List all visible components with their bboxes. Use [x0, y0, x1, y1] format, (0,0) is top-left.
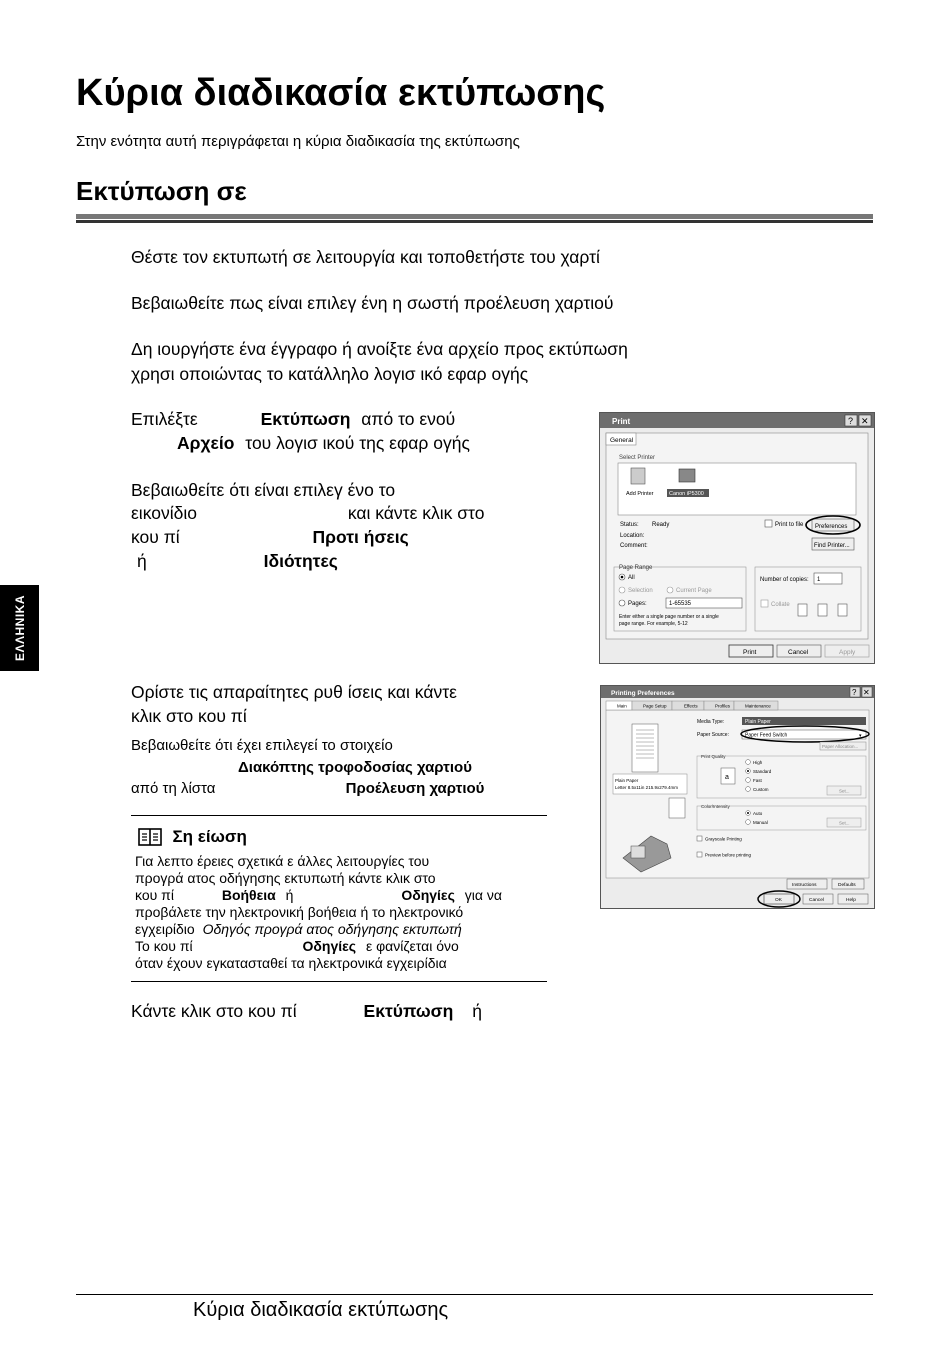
status-label: Status:	[620, 522, 639, 528]
radio-all-dot	[621, 576, 624, 579]
step-6-line-2: κλικ στο κου πί	[131, 706, 247, 726]
radio-manual-label: Manual	[753, 820, 768, 825]
step-5-line-1: Βεβαιωθείτε ότι είναι επιλεγ ένο το	[131, 480, 396, 500]
select-printer-label: Select Printer	[619, 455, 656, 461]
media-type-label: Media Type:	[697, 719, 725, 725]
radio-current-page[interactable]	[667, 587, 673, 593]
section-title: Εκτύπωση σε	[76, 176, 247, 206]
close-icon-glyph: ✕	[863, 688, 870, 697]
quality-set-label: Set...	[839, 788, 850, 794]
tab-main-label: Main	[617, 703, 627, 709]
step-4-text: του λογισ ικού της εφαρ ογής	[245, 433, 470, 453]
menu-print-term: Εκτύπωση	[260, 409, 351, 429]
tab-page-setup-label: Page Setup	[643, 703, 667, 709]
tab-maintenance-label: Maintenance	[745, 703, 771, 709]
preview-info-box	[613, 774, 687, 794]
radio-selection-label: Selection	[628, 588, 653, 594]
location-label: Location:	[620, 533, 645, 539]
step-6-line-1: Ορίστε τις απαραίτητες ρυθ ίσεις και κάντε	[131, 682, 457, 702]
pages-hint-line-2: page range. For example, 5-12	[619, 621, 688, 627]
print-to-file-label: Print to file	[775, 522, 804, 528]
apply-button-label: Apply	[839, 649, 856, 656]
step-4-text: Επιλέξτε	[131, 409, 198, 429]
print-quality-label: Print Quality	[701, 754, 726, 759]
grayscale-label: Grayscale Printing	[705, 836, 742, 842]
page-title: Κύρια διαδικασία εκτύπωσης	[76, 72, 606, 114]
menu-file-term: Αρχείο	[177, 433, 235, 453]
paper-feed-switch-term: Διακόπτης τροφοδοσίας χαρτιού	[238, 759, 472, 776]
tab-effects-label: Effects	[684, 703, 698, 709]
status-value: Ready	[652, 522, 670, 528]
paper-source-value: Paper Feed Switch	[745, 732, 788, 739]
paper-source-label: Paper Source:	[697, 732, 729, 738]
step-7	[131, 1000, 482, 1023]
note-text: για να	[464, 887, 502, 903]
print-button-label: Print	[743, 649, 757, 656]
preview-before-label: Preview before printing	[705, 852, 752, 858]
step-6-text: από τη λίστα	[131, 780, 216, 797]
radio-auto-label: Auto	[753, 811, 763, 816]
preview-paper-size: Letter 8.5x11in 215.9x279.4mm	[615, 785, 678, 790]
pages-input-value: 1-65535	[669, 601, 692, 607]
note-line-1: Για λεπτο έρειες σχετικά ε άλλες λειτουργίες του	[135, 853, 430, 869]
book-icon	[138, 828, 162, 846]
section-rule	[76, 214, 873, 219]
grayscale-checkbox[interactable]	[697, 836, 702, 841]
collate-checkbox[interactable]	[761, 600, 768, 607]
radio-custom-label: Custom	[753, 787, 769, 792]
step-3-line-1: Δη ιουργήστε ένα έγγραφο ή ανοίξτε ένα αρχείο προς εκτύπωση	[131, 339, 628, 359]
step-4-text: από το ενού	[361, 409, 456, 429]
page-range-label: Page Range	[619, 565, 653, 571]
quality-icon-glyph: a	[725, 774, 729, 781]
step-4-line-2	[177, 432, 470, 455]
step-5-text: κου πί	[131, 527, 180, 547]
radio-manual[interactable]	[746, 820, 751, 825]
tab-profiles-label: Profiles	[715, 703, 731, 709]
radio-fast-label: Fast	[753, 778, 762, 783]
footer-rule	[76, 1294, 873, 1295]
note-text: Το κου πί	[135, 938, 193, 954]
driver-guide-title: Οδηγός προγρά ατος οδήγησης εκτυπωτή	[202, 921, 462, 937]
printer-list[interactable]	[618, 463, 856, 515]
print-dialog-screenshot	[599, 412, 875, 664]
note-line-7: όταν έχουν εγκατασταθεί τα ηλεκτρονικά εγχειρίδια	[135, 955, 447, 971]
add-printer-icon[interactable]	[631, 468, 645, 484]
note-text: εγχειρίδιο	[135, 921, 195, 937]
radio-all-label: All	[628, 575, 635, 581]
ok-button-label: OK	[775, 898, 782, 903]
cancel-button-label: Cancel	[809, 898, 824, 903]
radio-pages-label: Pages:	[628, 601, 647, 607]
radio-custom[interactable]	[746, 787, 751, 792]
step-7-text: ή	[472, 1001, 482, 1021]
step-5-text: ή	[137, 551, 147, 571]
step-1: Θέστε τον εκτυπωτή σε λειτουργία και τοποθετήστε του χαρτί	[131, 247, 600, 267]
step-5-line-4	[137, 550, 338, 573]
radio-current-page-label: Current Page	[676, 588, 712, 594]
paper-tray-icon	[631, 846, 645, 858]
paper-preview	[632, 724, 658, 772]
print-term: Εκτύπωση	[363, 1001, 454, 1021]
add-printer-label: Add Printer	[626, 491, 654, 497]
comment-label: Comment:	[620, 543, 648, 549]
color-set-label: Set...	[839, 820, 850, 826]
step-2: Βεβαιωθείτε πως είναι επιλεγ ένη η σωστή προέλευση χαρτιού	[131, 293, 614, 313]
instructions-button-label: Instructions	[792, 883, 817, 888]
step-7-text: Κάντε κλικ στο κου πί	[131, 1001, 297, 1021]
preferences-button-label: Preferences	[815, 524, 848, 530]
radio-standard-dot	[747, 770, 749, 772]
preview-paper-type: Plain Paper	[615, 778, 639, 783]
language-tab-label: ΕΛΛΗΝΙΚΑ	[12, 594, 27, 662]
defaults-button-label: Defaults	[838, 883, 856, 888]
note-line-2: προγρά ατος οδήγησης εκτυπωτή κάντε κλικ στο	[135, 870, 436, 886]
help-term: Βοήθεια	[221, 887, 276, 903]
collate-label: Collate	[771, 602, 790, 608]
note-text: ή	[285, 887, 294, 903]
help-icon-glyph: ?	[852, 688, 857, 697]
radio-auto-dot	[747, 812, 749, 814]
step-6-note-line-3	[131, 778, 484, 799]
paper-allocation-label: Paper Allocation...	[822, 744, 859, 749]
cancel-button-label: Cancel	[788, 649, 809, 656]
paper-orientation-icon	[669, 798, 685, 818]
preferences-term: Προτι ήσεις	[312, 527, 409, 547]
step-5-line-2	[131, 502, 484, 525]
note-text: κου πί	[135, 887, 174, 903]
radio-standard-label: Standard	[753, 769, 772, 774]
collate-page-icon	[798, 604, 807, 616]
step-4-line-1	[131, 408, 455, 431]
step-6-note-line-1: Βεβαιωθείτε ότι έχει επιλεγεί το στοιχείο	[131, 737, 393, 754]
help-icon-glyph: ?	[848, 416, 854, 426]
note-line-6	[135, 938, 459, 955]
section-rule-inner	[76, 220, 873, 223]
copies-label: Number of copies:	[760, 577, 809, 583]
note-line-5	[135, 921, 462, 938]
selected-printer-label: Canon iP5300	[669, 491, 704, 497]
print-dialog-title: Print	[612, 417, 631, 426]
chevron-down-icon: ▾	[859, 733, 862, 739]
radio-high-label: High	[753, 760, 763, 765]
note-text: ε φανίζεται όνο	[365, 938, 459, 954]
printer-icon[interactable]	[679, 469, 695, 482]
print-to-file-checkbox[interactable]	[765, 520, 772, 527]
page-subtitle: Στην ενότητα αυτή περιγράφεται η κύρια διαδικασία της εκτύπωσης	[76, 133, 520, 150]
find-printer-button-label: Find Printer...	[814, 543, 850, 549]
instructions-term: Οδηγίες	[302, 938, 357, 954]
language-tab	[0, 585, 39, 671]
note-heading	[138, 827, 247, 847]
properties-term: Ιδιότητες	[263, 551, 338, 571]
note-line-4: προβάλετε την ηλεκτρονική βοήθεια ή το ηλεκτρονικό	[135, 904, 464, 920]
note-bottom-rule	[131, 981, 547, 982]
preview-before-checkbox[interactable]	[697, 852, 702, 857]
close-icon-glyph: ✕	[861, 416, 869, 426]
radio-high[interactable]	[746, 760, 751, 765]
note-top-rule	[131, 815, 547, 816]
step-5-text: εικονίδιο	[131, 503, 197, 523]
footer-title: Κύρια διαδικασία εκτύπωσης	[193, 1299, 449, 1321]
pages-hint-line-1: Enter either a single page number or a single	[619, 614, 719, 620]
note-line-3	[135, 887, 502, 904]
step-3-line-2: χρησι οποιώντας το κατάλληλο λογισ ικό εφαρ ογής	[131, 364, 529, 384]
radio-pages[interactable]	[619, 600, 625, 606]
help-button-label: Help	[846, 898, 856, 903]
printing-preferences-screenshot	[600, 685, 875, 909]
collate-page-icon	[818, 604, 827, 616]
radio-selection[interactable]	[619, 587, 625, 593]
copies-input-value: 1	[817, 577, 821, 583]
instructions-term: Οδηγίες	[401, 887, 455, 903]
prefs-dialog-title: Printing Preferences	[611, 690, 675, 697]
radio-fast[interactable]	[746, 778, 751, 783]
paper-source-term: Προέλευση χαρτιού	[345, 780, 485, 797]
color-intensity-label: Color/Intensity	[701, 804, 730, 809]
media-type-value: Plain Paper	[745, 719, 771, 725]
note-title: Ση είωση	[172, 827, 247, 846]
step-5-text: και κάντε κλικ στο	[347, 503, 485, 523]
collate-page-icon	[838, 604, 847, 616]
step-5-line-3	[131, 526, 409, 549]
tab-general-label: General	[610, 437, 634, 444]
